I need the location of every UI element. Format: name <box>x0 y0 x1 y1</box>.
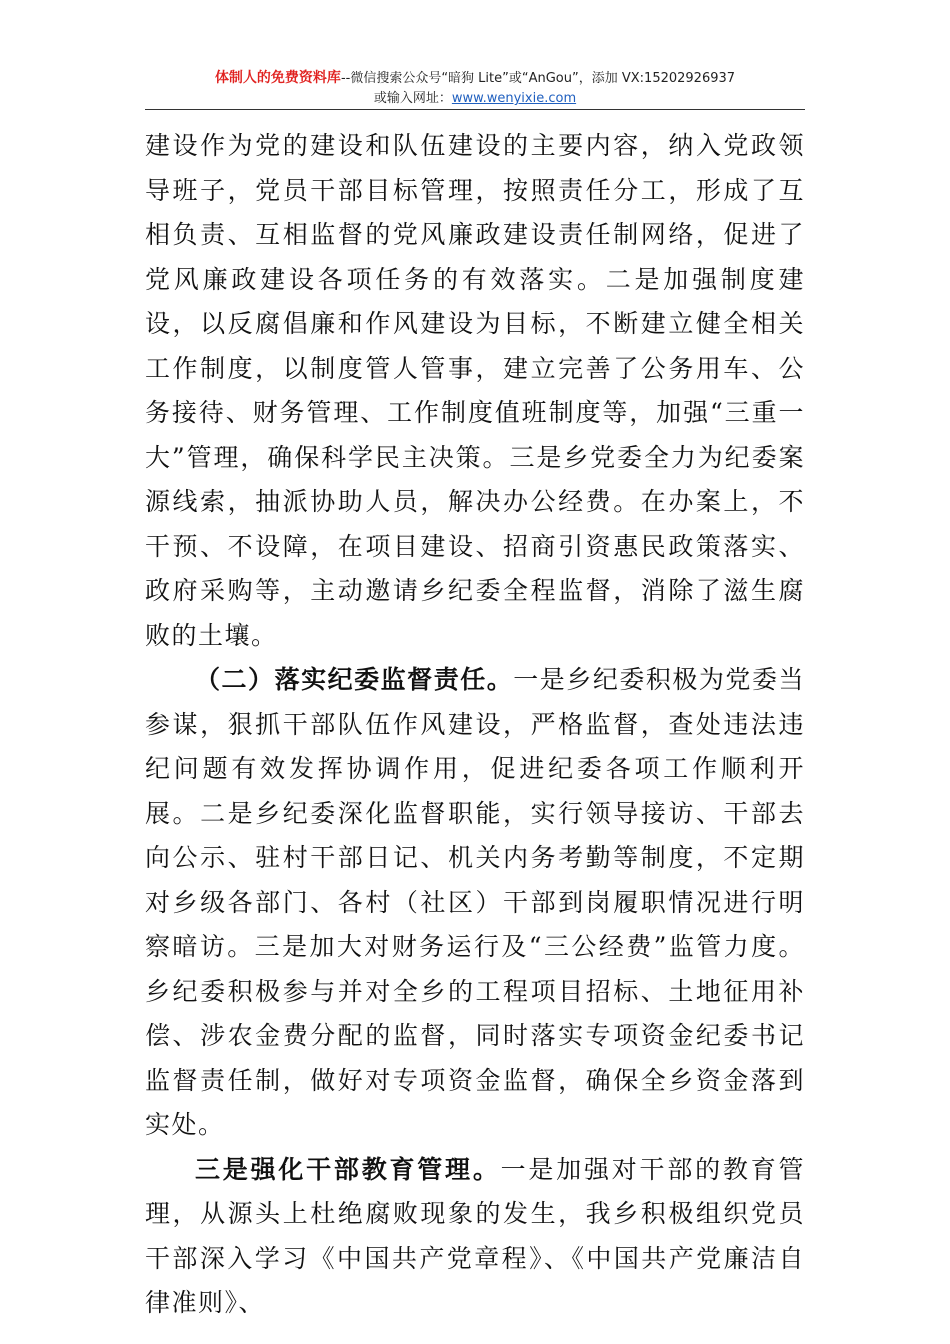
header-line-2 <box>145 89 805 109</box>
header-url-link[interactable]: www.wenyixie.com <box>451 91 577 106</box>
document-body <box>145 124 805 1326</box>
header-divider <box>145 109 805 110</box>
paragraph-3 <box>145 1148 805 1326</box>
paragraph-3-heading: 三是强化干部教育管理。 <box>195 1154 501 1184</box>
paragraph-3-text: 一是加强对干部的教育管理，从源头上杜绝腐败现象的发生，我乡积极组织党员干部深入学习《中国共产党章程》、《中国共产党廉洁自律准则》、 <box>145 1154 805 1317</box>
page-header <box>145 68 805 109</box>
paragraph-2-heading: （二）落实纪委监督责任。 <box>195 665 514 694</box>
paragraph-2-text: 一是乡纪委积极为党委当参谋，狠抓干部队伍作风建设，严格监督，查处违法违纪问题有效发挥协调作用，促进纪委各项工作顺利开展。二是乡纪委深化监督职能，实行领导接访、干部去向公示、驻村干部日记、机关内务考勤等制度，不定期对乡级各部门、各村（社区）干部到岗履职情况进行明察暗访。三是加大对财务运行及“三公经费”监管力度。乡纪委积极参与并对全乡的工程项目招标、土地征用补偿、涉农金费分配的监督，同时落实专项资金纪委书记监督责任制，做好对专项资金监督，确保全乡资金落到实处。 <box>145 665 805 1139</box>
paragraph-2 <box>145 658 805 1148</box>
header-url-prefix: 或输入网址： <box>373 91 452 106</box>
paragraph-1-text: 建设作为党的建设和队伍建设的主要内容，纳入党政领导班子，党员干部目标管理，按照责任分工，形成了互相负责、互相监督的党风廉政建设责任制网络，促进了党风廉政建设各项任务的有效落实。二是加强制度建设，以反腐倡廉和作风建设为目标，不断建立健全相关工作制度，以制度管人管事，建立完善了公务用车、公务接待、财务管理、工作制度值班制度等，加强“三重一大”管理，确保科学民主决策。三是乡党委全力为纪委案源线索，抽派协助人员，解决办公经费。在办案上，不干预、不设障，在项目建设、招商引资惠民政策落实、政府采购等，主动邀请乡纪委全程监督，消除了滋生腐败的土壤。 <box>145 131 805 650</box>
header-line-1 <box>145 68 805 89</box>
paragraph-1 <box>145 124 805 658</box>
header-brand: 体制人的免费资料库 <box>214 70 341 86</box>
header-info: --微信搜索公众号“暗狗 Lite”或“AnGou”，添加 VX:15202926937 <box>340 71 736 86</box>
